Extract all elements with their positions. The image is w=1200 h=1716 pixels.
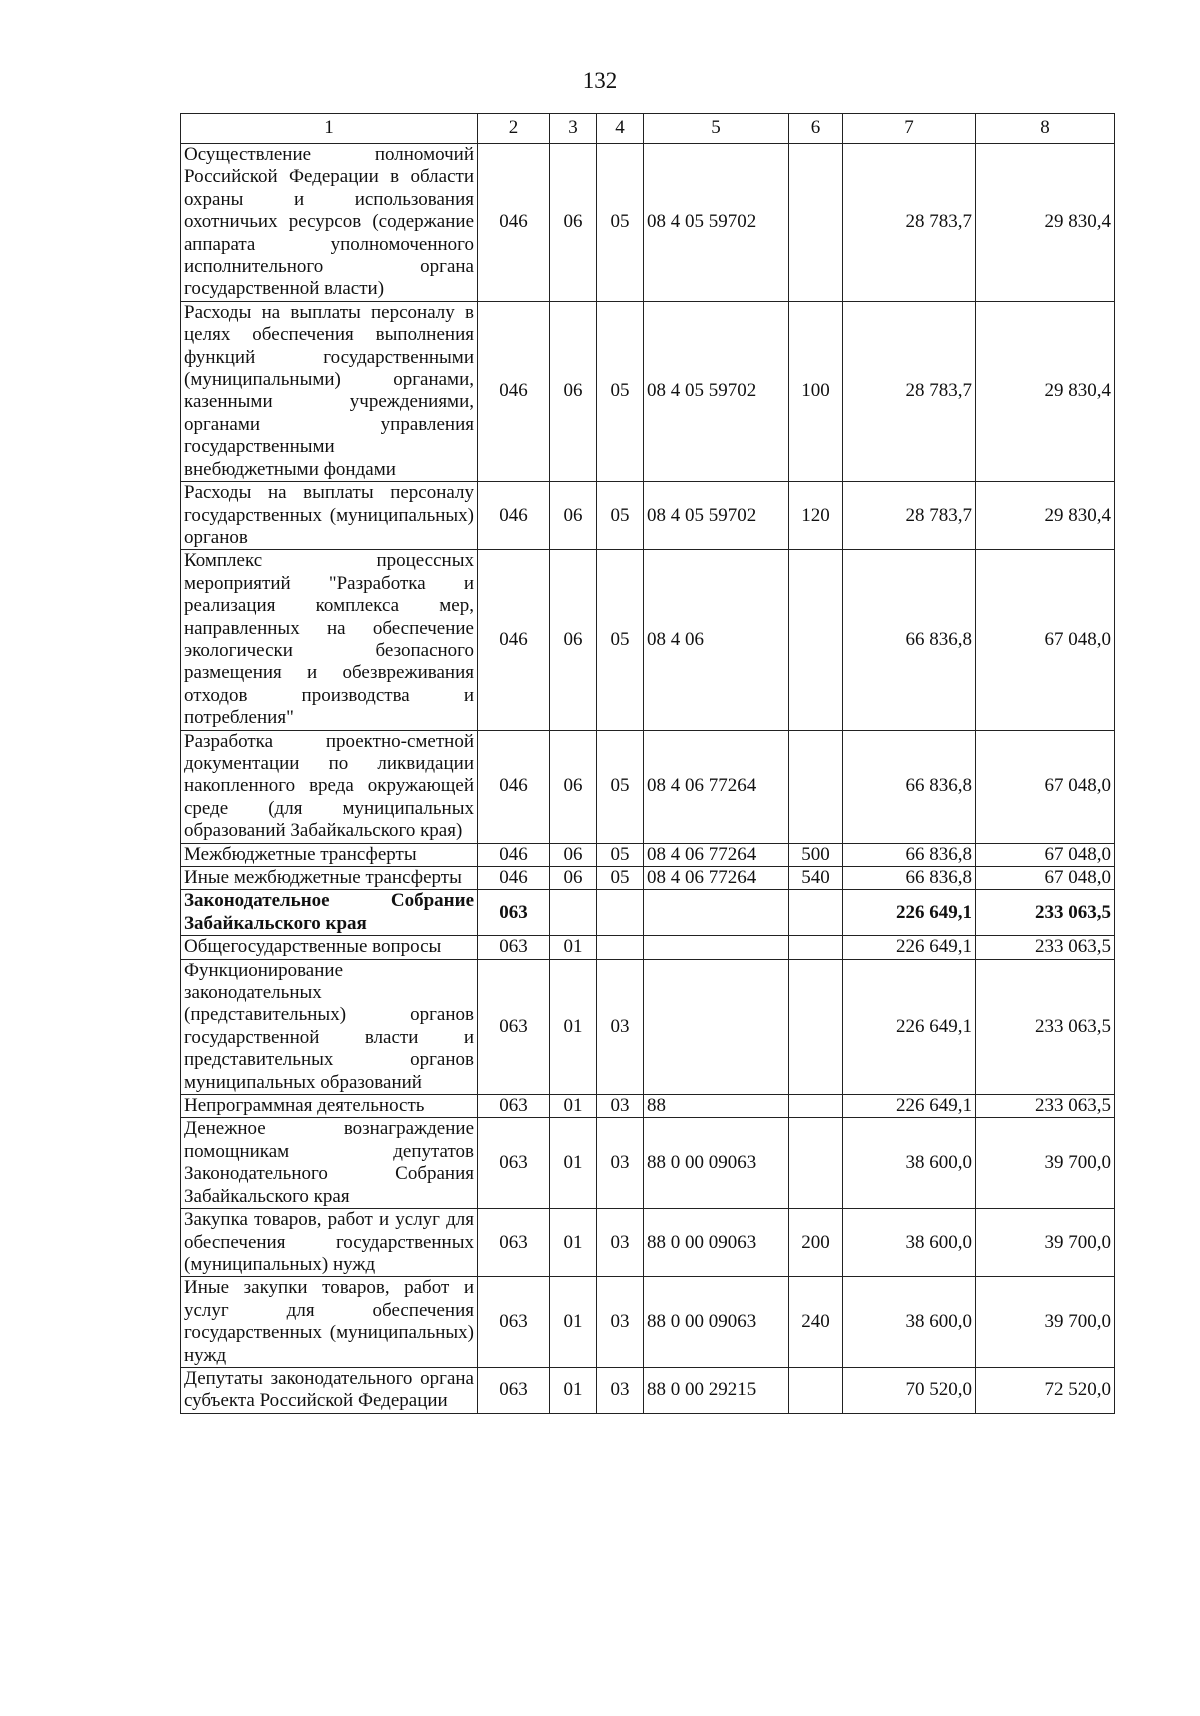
cell-target-article: 08 4 06 77264: [644, 867, 789, 890]
column-header: 8: [976, 114, 1115, 144]
cell-amount-year-1: 28 783,7: [843, 301, 976, 481]
cell-amount-year-2: 67 048,0: [976, 843, 1115, 866]
cell-amount-year-1: 70 520,0: [843, 1367, 976, 1413]
table-row: [181, 1095, 1115, 1118]
table-row: [181, 959, 1115, 1094]
row-description: Денежное вознаграждение помощникам депутатов Законодательного Собрания Забайкальского края: [181, 1118, 478, 1209]
cell-expense-type: 100: [789, 301, 843, 481]
column-header: 4: [597, 114, 644, 144]
cell-target-article: 08 4 05 59702: [644, 144, 789, 302]
cell-expense-type: [789, 1118, 843, 1209]
cell-expense-type: [789, 550, 843, 730]
cell-section: [550, 890, 597, 936]
cell-amount-year-1: 226 649,1: [843, 1095, 976, 1118]
cell-expense-type: 540: [789, 867, 843, 890]
cell-subsection: 03: [597, 1095, 644, 1118]
cell-admin-code: 063: [478, 1367, 550, 1413]
cell-amount-year-1: 28 783,7: [843, 482, 976, 550]
cell-target-article: 08 4 06 77264: [644, 843, 789, 866]
column-header: 3: [550, 114, 597, 144]
cell-amount-year-2: 39 700,0: [976, 1209, 1115, 1277]
page-number: 132: [582, 68, 618, 93]
cell-amount-year-2: 67 048,0: [976, 550, 1115, 730]
cell-amount-year-1: 66 836,8: [843, 843, 976, 866]
cell-subsection: 03: [597, 1367, 644, 1413]
budget-table: [180, 113, 1115, 1414]
cell-subsection: 05: [597, 550, 644, 730]
cell-target-article: 08 4 06 77264: [644, 730, 789, 843]
cell-subsection: 05: [597, 482, 644, 550]
cell-admin-code: 046: [478, 867, 550, 890]
cell-section: 01: [550, 1367, 597, 1413]
cell-section: 06: [550, 730, 597, 843]
cell-section: 01: [550, 959, 597, 1094]
cell-subsection: 03: [597, 1118, 644, 1209]
cell-section: 06: [550, 482, 597, 550]
column-header: 5: [644, 114, 789, 144]
cell-subsection: 03: [597, 1209, 644, 1277]
table-row: [181, 890, 1115, 936]
cell-subsection: 05: [597, 301, 644, 481]
cell-expense-type: 120: [789, 482, 843, 550]
header-row: [181, 114, 1115, 144]
cell-admin-code: 063: [478, 959, 550, 1094]
cell-target-article: [644, 959, 789, 1094]
cell-expense-type: [789, 1095, 843, 1118]
cell-expense-type: [789, 890, 843, 936]
cell-admin-code: 046: [478, 482, 550, 550]
cell-target-article: 08 4 06: [644, 550, 789, 730]
table-row: [181, 482, 1115, 550]
cell-section: 06: [550, 550, 597, 730]
cell-amount-year-2: 29 830,4: [976, 144, 1115, 302]
cell-expense-type: [789, 730, 843, 843]
cell-amount-year-1: 226 649,1: [843, 959, 976, 1094]
cell-amount-year-1: 38 600,0: [843, 1118, 976, 1209]
cell-amount-year-2: 39 700,0: [976, 1118, 1115, 1209]
cell-subsection: 05: [597, 843, 644, 866]
cell-expense-type: [789, 959, 843, 1094]
table-row: [181, 730, 1115, 843]
cell-subsection: [597, 890, 644, 936]
row-description: Законодательное Собрание Забайкальского края: [181, 890, 478, 936]
column-header: 6: [789, 114, 843, 144]
cell-subsection: 03: [597, 959, 644, 1094]
row-description: Межбюджетные трансферты: [181, 843, 478, 866]
table-row: [181, 1277, 1115, 1368]
cell-admin-code: 046: [478, 730, 550, 843]
row-description: Депутаты законодательного органа субъекта Российской Федерации: [181, 1367, 478, 1413]
table-row: [181, 867, 1115, 890]
cell-amount-year-2: 39 700,0: [976, 1277, 1115, 1368]
cell-admin-code: 046: [478, 843, 550, 866]
cell-amount-year-2: 233 063,5: [976, 890, 1115, 936]
cell-section: 01: [550, 1209, 597, 1277]
cell-target-article: 88 0 00 09063: [644, 1277, 789, 1368]
cell-amount-year-2: 67 048,0: [976, 730, 1115, 843]
cell-admin-code: 063: [478, 1118, 550, 1209]
cell-expense-type: 240: [789, 1277, 843, 1368]
cell-amount-year-2: 233 063,5: [976, 936, 1115, 959]
cell-expense-type: [789, 936, 843, 959]
cell-admin-code: 063: [478, 1209, 550, 1277]
cell-subsection: 03: [597, 1277, 644, 1368]
cell-amount-year-1: 38 600,0: [843, 1277, 976, 1368]
cell-subsection: 05: [597, 730, 644, 843]
cell-section: 01: [550, 1277, 597, 1368]
table-row: [181, 144, 1115, 302]
cell-expense-type: [789, 144, 843, 302]
cell-amount-year-1: 66 836,8: [843, 730, 976, 843]
cell-expense-type: 500: [789, 843, 843, 866]
cell-target-article: 08 4 05 59702: [644, 301, 789, 481]
cell-expense-type: [789, 1367, 843, 1413]
cell-target-article: 88 0 00 29215: [644, 1367, 789, 1413]
cell-subsection: 05: [597, 144, 644, 302]
table-row: [181, 1209, 1115, 1277]
cell-amount-year-1: 66 836,8: [843, 550, 976, 730]
cell-target-article: 88 0 00 09063: [644, 1118, 789, 1209]
cell-section: 06: [550, 867, 597, 890]
cell-admin-code: 063: [478, 1095, 550, 1118]
cell-admin-code: 046: [478, 301, 550, 481]
cell-target-article: [644, 890, 789, 936]
row-description: Иные закупки товаров, работ и услуг для обеспечения государственных (муниципальных) нужд: [181, 1277, 478, 1368]
table-row: [181, 1118, 1115, 1209]
cell-amount-year-1: 38 600,0: [843, 1209, 976, 1277]
cell-subsection: [597, 936, 644, 959]
table-row: [181, 301, 1115, 481]
cell-amount-year-1: 226 649,1: [843, 936, 976, 959]
cell-target-article: 08 4 05 59702: [644, 482, 789, 550]
table-row: [181, 550, 1115, 730]
cell-amount-year-1: 28 783,7: [843, 144, 976, 302]
table-row: [181, 936, 1115, 959]
column-header: 7: [843, 114, 976, 144]
row-description: Иные межбюджетные трансферты: [181, 867, 478, 890]
column-header: 2: [478, 114, 550, 144]
table-row: [181, 1367, 1115, 1413]
cell-amount-year-1: 226 649,1: [843, 890, 976, 936]
cell-amount-year-2: 67 048,0: [976, 867, 1115, 890]
row-description: Закупка товаров, работ и услуг для обеспечения государственных (муниципальных) нужд: [181, 1209, 478, 1277]
cell-amount-year-2: 233 063,5: [976, 959, 1115, 1094]
cell-amount-year-2: 72 520,0: [976, 1367, 1115, 1413]
cell-target-article: 88 0 00 09063: [644, 1209, 789, 1277]
row-description: Разработка проектно-сметной документации по ликвидации накопленного вреда окружающей среде (для муниципальных образований Забайкальского края): [181, 730, 478, 843]
cell-admin-code: 046: [478, 144, 550, 302]
row-description: Расходы на выплаты персоналу в целях обеспечения выполнения функций государственными (муниципальными) органами, казенными учреждениями, органами управления государственными внебюджетными фондами: [181, 301, 478, 481]
column-header: 1: [181, 114, 478, 144]
row-description: Общегосударственные вопросы: [181, 936, 478, 959]
cell-admin-code: 063: [478, 936, 550, 959]
cell-section: 01: [550, 1118, 597, 1209]
cell-admin-code: 046: [478, 550, 550, 730]
row-description: Функционирование законодательных (представительных) органов государственной власти и представительных органов муниципальных образований: [181, 959, 478, 1094]
cell-section: 01: [550, 1095, 597, 1118]
row-description: Комплекс процессных мероприятий "Разработка и реализация комплекса мер, направленных на обеспечение экологически безопасного размещения и обезвреживания отходов производства и потребления": [181, 550, 478, 730]
row-description: Осуществление полномочий Российской Федерации в области охраны и использования охотничьих ресурсов (содержание аппарата уполномоченного исполнительного органа государственной власти): [181, 144, 478, 302]
row-description: Расходы на выплаты персоналу государственных (муниципальных) органов: [181, 482, 478, 550]
cell-subsection: 05: [597, 867, 644, 890]
table-row: [181, 843, 1115, 866]
cell-section: 06: [550, 301, 597, 481]
cell-section: 01: [550, 936, 597, 959]
cell-amount-year-2: 233 063,5: [976, 1095, 1115, 1118]
cell-admin-code: 063: [478, 890, 550, 936]
cell-amount-year-2: 29 830,4: [976, 482, 1115, 550]
cell-amount-year-1: 66 836,8: [843, 867, 976, 890]
cell-target-article: [644, 936, 789, 959]
cell-expense-type: 200: [789, 1209, 843, 1277]
cell-target-article: 88: [644, 1095, 789, 1118]
cell-amount-year-2: 29 830,4: [976, 301, 1115, 481]
cell-section: 06: [550, 144, 597, 302]
cell-admin-code: 063: [478, 1277, 550, 1368]
cell-section: 06: [550, 843, 597, 866]
row-description: Непрограммная деятельность: [181, 1095, 478, 1118]
